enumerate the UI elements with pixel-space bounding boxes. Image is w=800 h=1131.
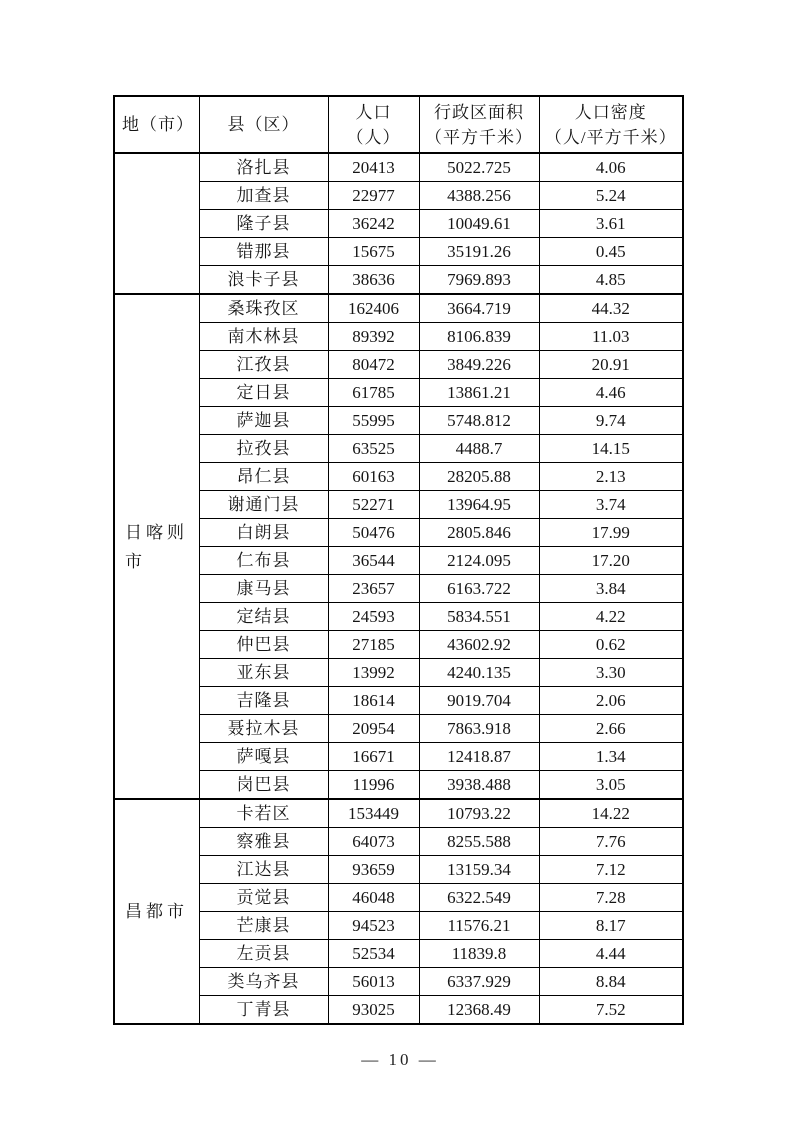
county-cell: 拉孜县 — [199, 435, 328, 463]
area-cell: 6163.722 — [419, 575, 539, 603]
area-cell: 5022.725 — [419, 153, 539, 182]
area-cell: 11839.8 — [419, 940, 539, 968]
population-cell: 93659 — [328, 856, 419, 884]
header-prefecture: 地（市） — [114, 96, 199, 153]
table-row — [114, 912, 683, 940]
population-cell: 18614 — [328, 687, 419, 715]
county-cell: 隆子县 — [199, 210, 328, 238]
table-row — [114, 351, 683, 379]
area-cell: 6322.549 — [419, 884, 539, 912]
population-cell: 36242 — [328, 210, 419, 238]
population-cell: 15675 — [328, 238, 419, 266]
county-cell: 江孜县 — [199, 351, 328, 379]
area-cell: 8106.839 — [419, 323, 539, 351]
area-cell: 4388.256 — [419, 182, 539, 210]
area-cell: 12418.87 — [419, 743, 539, 771]
county-cell: 岗巴县 — [199, 771, 328, 800]
area-cell: 7969.893 — [419, 266, 539, 295]
county-cell: 芒康县 — [199, 912, 328, 940]
density-cell: 4.22 — [539, 603, 683, 631]
header-county: 县（区） — [199, 96, 328, 153]
page-number: — 10 — — [361, 1050, 439, 1069]
header-area-line1: 行政区面积 — [434, 102, 524, 122]
area-cell: 3938.488 — [419, 771, 539, 800]
county-cell: 加查县 — [199, 182, 328, 210]
population-cell: 27185 — [328, 631, 419, 659]
table-row — [114, 799, 683, 828]
population-cell: 162406 — [328, 294, 419, 323]
table-row — [114, 379, 683, 407]
table-row — [114, 743, 683, 771]
table-body — [114, 153, 683, 1024]
table-row — [114, 182, 683, 210]
prefecture-cell: 昌都市 — [114, 799, 199, 1024]
county-cell: 昂仁县 — [199, 463, 328, 491]
density-cell: 3.05 — [539, 771, 683, 800]
area-cell: 35191.26 — [419, 238, 539, 266]
density-cell: 4.85 — [539, 266, 683, 295]
density-cell: 4.46 — [539, 379, 683, 407]
population-cell: 23657 — [328, 575, 419, 603]
density-cell: 14.15 — [539, 435, 683, 463]
header-population — [328, 96, 419, 153]
population-cell: 94523 — [328, 912, 419, 940]
area-cell: 5748.812 — [419, 407, 539, 435]
area-cell: 7863.918 — [419, 715, 539, 743]
area-cell: 8255.588 — [419, 828, 539, 856]
area-cell: 6337.929 — [419, 968, 539, 996]
area-cell: 13159.34 — [419, 856, 539, 884]
population-cell: 16671 — [328, 743, 419, 771]
area-cell: 3664.719 — [419, 294, 539, 323]
table-row — [114, 294, 683, 323]
area-cell: 28205.88 — [419, 463, 539, 491]
density-cell: 17.20 — [539, 547, 683, 575]
table-row — [114, 435, 683, 463]
area-cell: 10049.61 — [419, 210, 539, 238]
prefecture-cell: 日喀则市 — [114, 294, 199, 799]
density-cell: 4.06 — [539, 153, 683, 182]
population-cell: 52271 — [328, 491, 419, 519]
density-cell: 3.30 — [539, 659, 683, 687]
table-row — [114, 323, 683, 351]
area-cell: 4240.135 — [419, 659, 539, 687]
county-cell: 卡若区 — [199, 799, 328, 828]
table-row — [114, 266, 683, 295]
population-cell: 36544 — [328, 547, 419, 575]
county-cell: 类乌齐县 — [199, 968, 328, 996]
table-row — [114, 210, 683, 238]
table-row — [114, 771, 683, 800]
density-cell: 3.61 — [539, 210, 683, 238]
population-cell: 60163 — [328, 463, 419, 491]
county-cell: 康马县 — [199, 575, 328, 603]
area-cell: 2124.095 — [419, 547, 539, 575]
population-cell: 80472 — [328, 351, 419, 379]
table-row — [114, 463, 683, 491]
density-cell: 20.91 — [539, 351, 683, 379]
population-cell: 89392 — [328, 323, 419, 351]
table-row — [114, 715, 683, 743]
density-cell: 7.28 — [539, 884, 683, 912]
header-area-line2: （平方千米） — [425, 127, 533, 147]
density-cell: 1.34 — [539, 743, 683, 771]
table-row — [114, 856, 683, 884]
density-cell: 3.74 — [539, 491, 683, 519]
table-row — [114, 491, 683, 519]
population-cell: 20954 — [328, 715, 419, 743]
table-row — [114, 603, 683, 631]
header-density-line1: 人口密度 — [574, 102, 647, 122]
density-cell: 7.76 — [539, 828, 683, 856]
county-cell: 萨嘎县 — [199, 743, 328, 771]
county-cell: 察雅县 — [199, 828, 328, 856]
header-population-line1: 人口 — [355, 102, 392, 122]
population-cell: 46048 — [328, 884, 419, 912]
table-row — [114, 940, 683, 968]
density-cell: 9.74 — [539, 407, 683, 435]
density-cell: 8.84 — [539, 968, 683, 996]
population-cell: 93025 — [328, 996, 419, 1025]
county-cell: 左贡县 — [199, 940, 328, 968]
table-row — [114, 828, 683, 856]
area-cell: 11576.21 — [419, 912, 539, 940]
density-cell: 2.66 — [539, 715, 683, 743]
county-cell: 定结县 — [199, 603, 328, 631]
county-cell: 定日县 — [199, 379, 328, 407]
header-density — [539, 96, 683, 153]
county-cell: 丁青县 — [199, 996, 328, 1025]
county-cell: 南木林县 — [199, 323, 328, 351]
density-cell: 11.03 — [539, 323, 683, 351]
header-area — [419, 96, 539, 153]
table-row — [114, 519, 683, 547]
density-cell: 7.52 — [539, 996, 683, 1025]
population-cell: 52534 — [328, 940, 419, 968]
area-cell: 4488.7 — [419, 435, 539, 463]
county-cell: 浪卡子县 — [199, 266, 328, 295]
population-cell: 24593 — [328, 603, 419, 631]
density-cell: 8.17 — [539, 912, 683, 940]
table-row — [114, 659, 683, 687]
area-cell: 13964.95 — [419, 491, 539, 519]
density-cell: 5.24 — [539, 182, 683, 210]
table-row — [114, 575, 683, 603]
population-cell: 56013 — [328, 968, 419, 996]
population-cell: 22977 — [328, 182, 419, 210]
density-cell: 7.12 — [539, 856, 683, 884]
table-row — [114, 884, 683, 912]
population-cell: 11996 — [328, 771, 419, 800]
area-cell: 5834.551 — [419, 603, 539, 631]
density-cell: 2.06 — [539, 687, 683, 715]
area-cell: 3849.226 — [419, 351, 539, 379]
table-row — [114, 968, 683, 996]
county-cell: 洛扎县 — [199, 153, 328, 182]
header-density-line2: （人/平方千米） — [544, 127, 677, 147]
population-cell: 20413 — [328, 153, 419, 182]
density-cell: 44.32 — [539, 294, 683, 323]
density-cell: 14.22 — [539, 799, 683, 828]
population-table — [113, 95, 684, 1025]
density-cell: 4.44 — [539, 940, 683, 968]
area-cell: 10793.22 — [419, 799, 539, 828]
county-cell: 吉隆县 — [199, 687, 328, 715]
density-cell: 0.62 — [539, 631, 683, 659]
density-cell: 2.13 — [539, 463, 683, 491]
table-row — [114, 631, 683, 659]
population-cell: 50476 — [328, 519, 419, 547]
area-cell: 43602.92 — [419, 631, 539, 659]
header-row — [114, 96, 683, 153]
area-cell: 2805.846 — [419, 519, 539, 547]
table-row — [114, 996, 683, 1025]
county-cell: 白朗县 — [199, 519, 328, 547]
density-cell: 17.99 — [539, 519, 683, 547]
population-cell: 153449 — [328, 799, 419, 828]
table-row — [114, 687, 683, 715]
table-row — [114, 153, 683, 182]
county-cell: 仲巴县 — [199, 631, 328, 659]
prefecture-cell — [114, 153, 199, 294]
county-cell: 贡觉县 — [199, 884, 328, 912]
county-cell: 萨迦县 — [199, 407, 328, 435]
population-cell: 63525 — [328, 435, 419, 463]
area-cell: 9019.704 — [419, 687, 539, 715]
density-cell: 3.84 — [539, 575, 683, 603]
county-cell: 江达县 — [199, 856, 328, 884]
header-population-line2: （人） — [346, 127, 401, 147]
county-cell: 亚东县 — [199, 659, 328, 687]
population-cell: 13992 — [328, 659, 419, 687]
population-cell: 61785 — [328, 379, 419, 407]
table-row — [114, 238, 683, 266]
county-cell: 错那县 — [199, 238, 328, 266]
county-cell: 聂拉木县 — [199, 715, 328, 743]
table-row — [114, 407, 683, 435]
population-cell: 64073 — [328, 828, 419, 856]
population-cell: 55995 — [328, 407, 419, 435]
population-cell: 38636 — [328, 266, 419, 295]
area-cell: 12368.49 — [419, 996, 539, 1025]
county-cell: 桑珠孜区 — [199, 294, 328, 323]
county-cell: 仁布县 — [199, 547, 328, 575]
area-cell: 13861.21 — [419, 379, 539, 407]
county-cell: 谢通门县 — [199, 491, 328, 519]
density-cell: 0.45 — [539, 238, 683, 266]
table-row — [114, 547, 683, 575]
